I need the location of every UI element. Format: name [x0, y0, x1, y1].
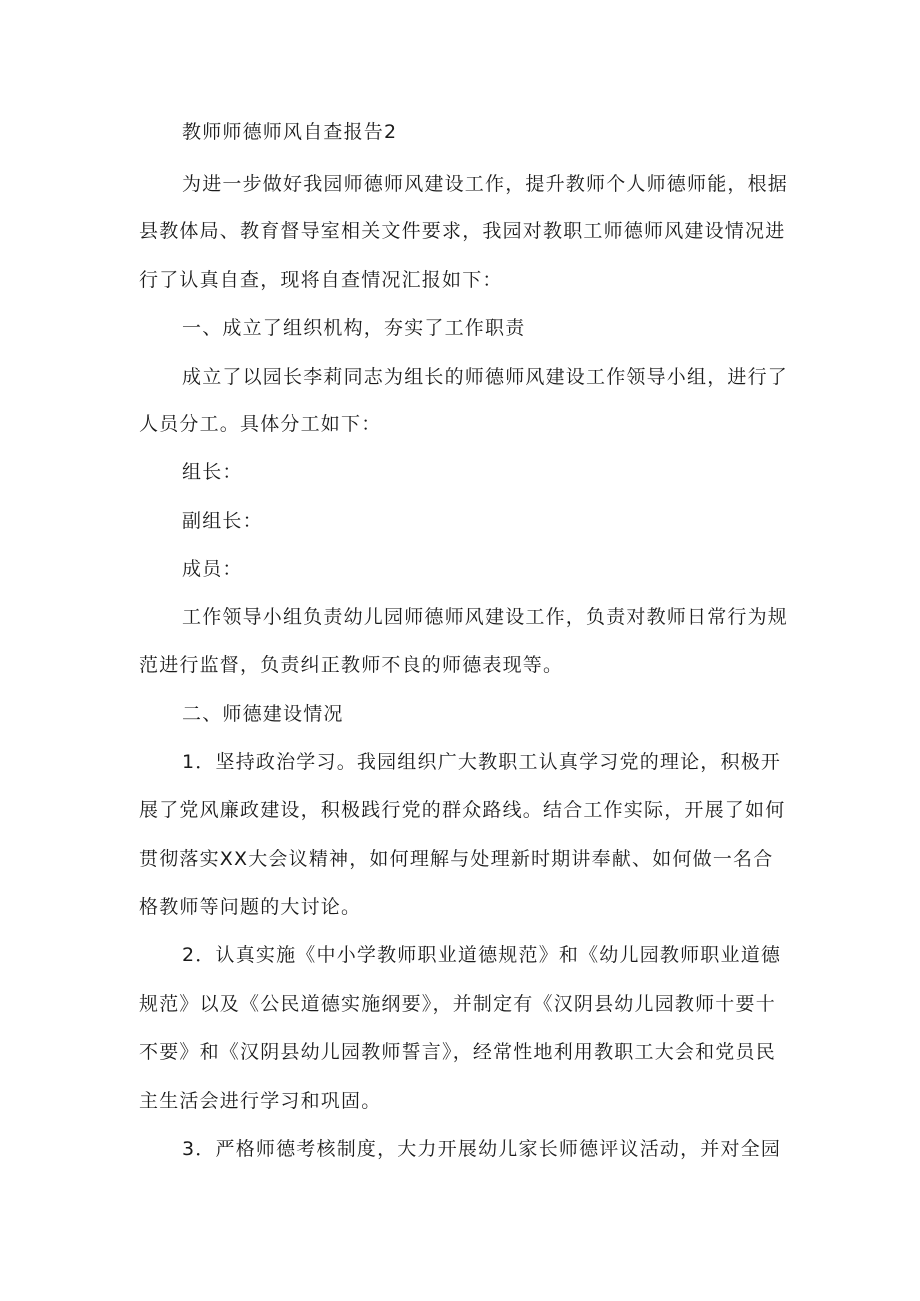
paragraph-line: 规范》以及《公民道德实施纲要》，并制定有《汉阴县幼儿园教师十要十	[139, 993, 776, 1015]
paragraph-line: 人员分工。具体分工如下：	[139, 413, 382, 435]
paragraph-line: 1．坚持政治学习。我园组织广大教职工认真学习党的理论，积极开	[182, 751, 782, 773]
paragraph-line: 格教师等问题的大讨论。	[139, 896, 362, 918]
paragraph-line: 不要》和《汉阴县幼儿园教师誓言》，经常性地利用教职工大会和党员民	[139, 1041, 776, 1063]
paragraph-line: 2．认真实施《中小学教师职业道德规范》和《幼儿园教师职业道德	[182, 944, 782, 966]
deputy-leader-label: 副组长：	[182, 510, 263, 532]
paragraph-line: 展了党风廉政建设，积极践行党的群众路线。结合工作实际，开展了如何	[139, 799, 786, 821]
document-title: 教师师德师风自查报告2	[182, 121, 398, 143]
leader-label: 组长：	[182, 461, 243, 483]
members-label: 成员：	[182, 558, 243, 580]
paragraph-line: 成立了以园长李莉同志为组长的师德师风建设工作领导小组，进行了	[182, 366, 789, 388]
section-heading: 一、成立了组织机构，夯实了工作职责	[182, 317, 526, 339]
paragraph-line: 行了认真自查，现将自查情况汇报如下：	[139, 269, 503, 291]
section-heading: 二、师德建设情况	[182, 703, 344, 725]
paragraph-line: 主生活会进行学习和巩固。	[139, 1090, 382, 1112]
paragraph-line: 为进一步做好我园师德师风建设工作，提升教师个人师德师能，根据	[182, 173, 789, 195]
paragraph-line: 范进行监督，负责纠正教师不良的师德表现等。	[139, 654, 564, 676]
paragraph-line: 县教体局、教育督导室相关文件要求，我园对教职工师德师风建设情况进	[139, 220, 786, 242]
paragraph-line: 3．严格师德考核制度，大力开展幼儿家长师德评议活动，并对全园	[182, 1138, 782, 1160]
paragraph-line: 贯彻落实XX大会议精神，如何理解与处理新时期讲奉献、如何做一名合	[139, 848, 774, 870]
paragraph-line: 工作领导小组负责幼儿园师德师风建设工作，负责对教师日常行为规	[182, 606, 789, 628]
